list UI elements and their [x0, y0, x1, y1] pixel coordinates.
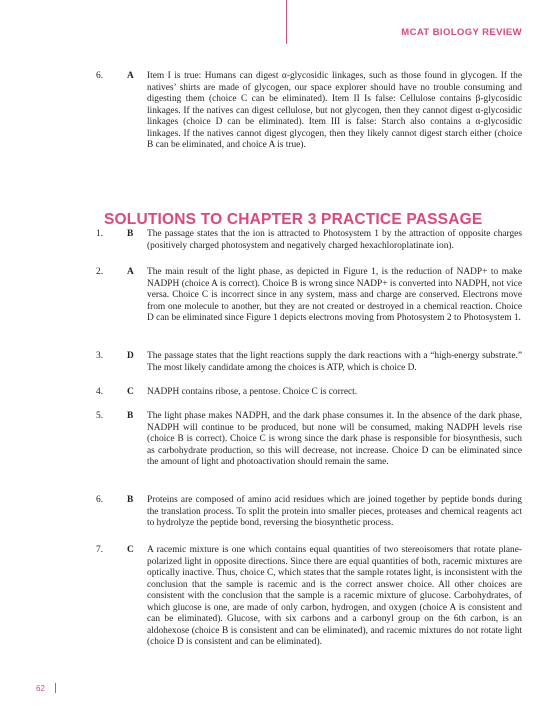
question-number: 1. — [96, 229, 104, 239]
answer-letter: B — [127, 229, 134, 239]
explanation-text: The passage states that the ion is attracted to Photosystem 1 by the attraction of opposite charges (positively charged photosystem and negatively charged hexachloroplatinate ion). — [147, 229, 522, 251]
explanation-text: Item I is true: Humans can digest α-glycosidic linkages, such as those found in glycogen. If the natives’ shirts are made of glycogen, our space explorer should have no trouble consuming and digesting them (choice C can be eliminated). Item II Is false: Cellulose contains β-glycosidic linkages. If the natives can digest cellulose, but not glycogen, then they cannot digest α-glycosidic linkages (choice D can be eliminated). Item III is false: Starch also contains a α-glycosidic linkages. If the natives cannot digest glycogen, then they likely cannot digest starch either (choice B can be eliminated, and choice A is true). — [147, 71, 522, 150]
explanation-text: The main result of the light phase, as depicted in Figure 1, is the reduction of NADP+ to make NADPH (choice A is correct). Choice B is wrong since NADP+ is converted into NADPH, not vice versa. Choice C is incorrect since in any system, mass and charge are conserved. Electrons move from one molecule to another, but they are not created or destroyed in a chemical reaction. Choice D can be eliminated since Figure 1 depicts electrons moving from Photosystem 2 to Photosystem 1. — [147, 267, 522, 323]
answer-letter: A — [127, 267, 134, 277]
explanation-text: A racemic mixture is one which contains equal quantities of two stereoisomers that rotate plane-polarized light in opposite directions. Since there are equal quantities of both, racemic mixtures are optically inactive. Thus, choice C, which states that the sample rotates light, is inconsistent with the conclusion that the sample is racemic and is the correct answer choice. All other choices are consistent with the conclusion that the sample is a racemic mixture of glucose. Carbohydrates, of which glucose is one, are made of only carbon, hydrogen, and oxygen (choice A is consistent and can be eliminated). Glucose, with six carbons and a carbonyl group on the 6th carbon, is an aldohexose (choice B is consistent and can be eliminated), and racemic mixtures do not rotate light (choice D is consistent and can be eliminated). — [147, 545, 522, 647]
answer-letter: B — [127, 495, 134, 505]
page-number-divider — [55, 683, 56, 693]
explanation-text: NADPH contains ribose, a pentose. Choice C is correct. — [147, 387, 358, 397]
explanation-text: Proteins are composed of amino acid residues which are joined together by peptide bonds during the translation process. To split the protein into smaller pieces, proteases and chemical reagents act to hydrolyze the peptide bond, reversing the biosynthetic process. — [147, 495, 522, 528]
question-number: 7. — [96, 545, 104, 555]
question-number: 5. — [96, 411, 104, 421]
section-heading: SOLUTIONS TO CHAPTER 3 PRACTICE PASSAGE — [104, 211, 483, 228]
running-header: MCAT BIOLOGY REVIEW — [401, 27, 522, 38]
question-number: 2. — [96, 267, 104, 277]
header-divider — [286, 0, 287, 44]
explanation-text: The passage states that the light reactions supply the dark reactions with a “high-energy substrate.” The most likely candidate among the choices is ATP, which is choice D. — [147, 351, 522, 373]
explanation-text: The light phase makes NADPH, and the dark phase consumes it. In the absence of the dark phase, NADPH will continue to be produced, but none will be consumed, making NADPH levels rise (choice B is correct). Choice C is wrong since the dark phase is responsible for biosynthesis, such as carbohydrate production, so this will decrease, not increase. Choice D can be eliminated since the amount of light and photoactivation should remain the same. — [147, 411, 522, 467]
question-number: 4. — [96, 387, 104, 397]
answer-letter: B — [127, 411, 134, 421]
question-number: 6. — [96, 495, 104, 505]
question-number: 3. — [96, 351, 104, 361]
question-number: 6. — [96, 71, 104, 81]
answer-letter: C — [127, 387, 134, 397]
answer-letter: A — [127, 71, 134, 81]
answer-letter: C — [127, 545, 134, 555]
page-number: 62 — [36, 684, 45, 693]
answer-letter: D — [127, 351, 134, 361]
